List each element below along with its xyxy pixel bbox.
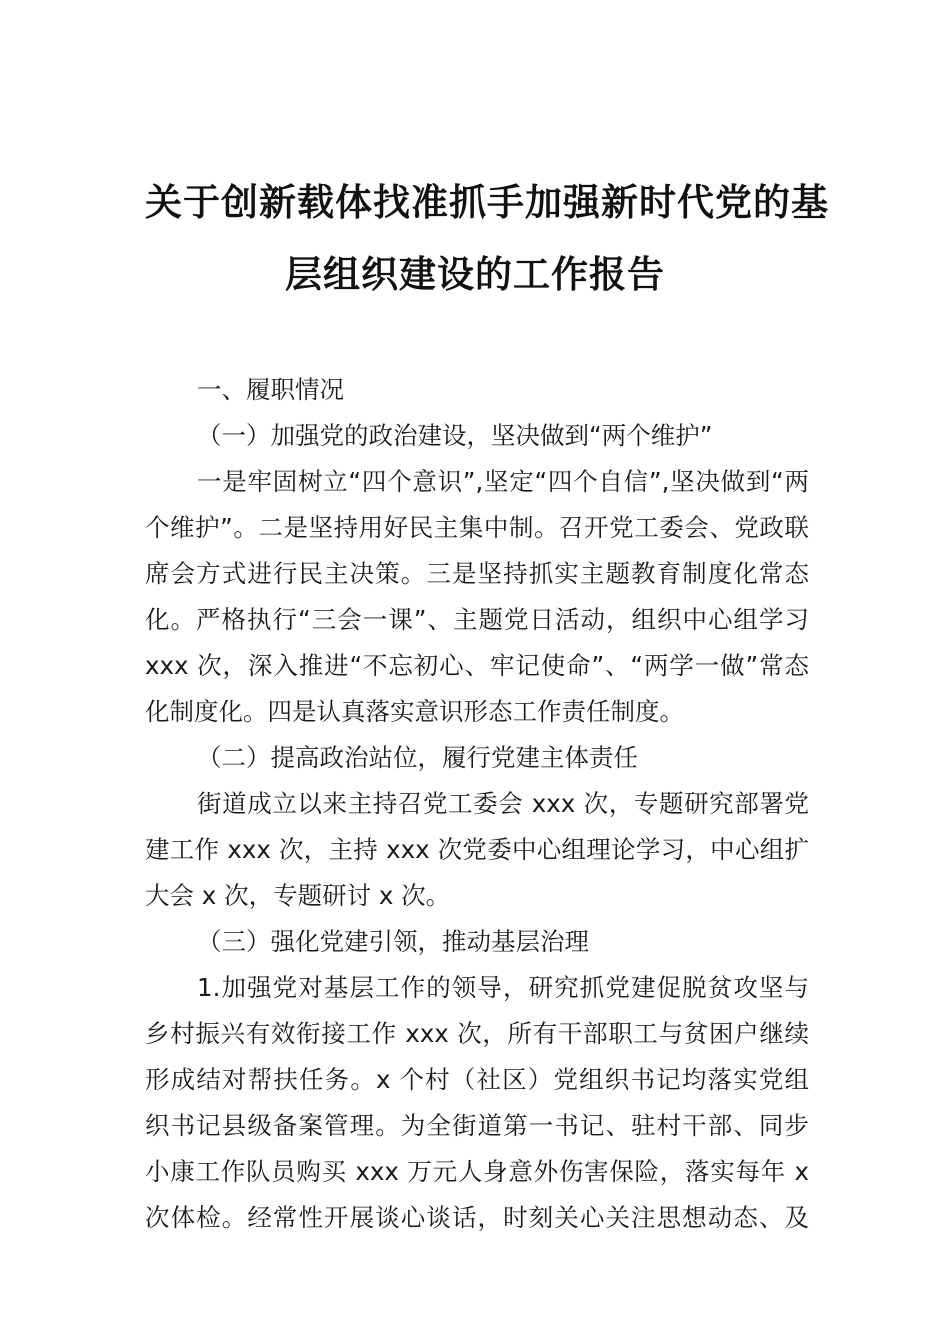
body-line: 化制度化。四是认真落实意识形态工作责任制度。 xyxy=(145,697,684,726)
body-line: （二）提高政治站位，履行党建主体责任 xyxy=(197,743,638,772)
body-line: 一是牢固树立“四个意识”,坚定“四个自信”,坚决做到“两 xyxy=(197,467,809,496)
body-line: （一）加强党的政治建设，坚决做到“两个维护” xyxy=(197,421,713,450)
body-line: 个维护”。二是坚持用好民主集中制。召开党工委会、党政联 xyxy=(145,513,809,542)
body-line: 次体检。经常性开展谈心谈话，时刻关心关注思想动态、及 xyxy=(145,1203,809,1232)
body-line: 乡村振兴有效衔接工作 xxx 次，所有干部职工与贫困户继续 xyxy=(145,1019,809,1048)
body-line: 一、履职情况 xyxy=(197,375,344,404)
body-line: 小康工作队员购买 xxx 万元人身意外伤害保险，落实每年 x xyxy=(145,1157,809,1186)
body-line: 1.加强党对基层工作的领导，研究抓党建促脱贫攻坚与 xyxy=(197,973,809,1002)
body-line: 大会 x 次，专题研讨 x 次。 xyxy=(145,881,451,910)
body-line: （三）强化党建引领，推动基层治理 xyxy=(197,927,589,956)
body-line: xxx 次，深入推进“不忘初心、牢记使命”、“两学一做”常态 xyxy=(145,651,809,680)
document-body xyxy=(145,367,809,1241)
body-line: 建工作 xxx 次，主持 xxx 次党委中心组理论学习，中心组扩 xyxy=(145,835,809,864)
body-line: 街道成立以来主持召党工委会 xxx 次，专题研究部署党 xyxy=(197,789,809,818)
document-title-line-2: 层组织建设的工作报告 xyxy=(285,252,665,296)
body-line: 形成结对帮扶任务。x 个村（社区）党组织书记均落实党组 xyxy=(145,1065,809,1094)
body-line: 化。严格执行“三会一课”、主题党日活动，组织中心组学习 xyxy=(145,605,809,634)
body-line: 织书记县级备案管理。为全街道第一书记、驻村干部、同步 xyxy=(145,1111,809,1140)
body-line: 席会方式进行民主决策。三是坚持抓实主题教育制度化常态 xyxy=(145,559,809,588)
document-title-line-1: 关于创新载体找准抓手加强新时代党的基 xyxy=(145,180,829,224)
